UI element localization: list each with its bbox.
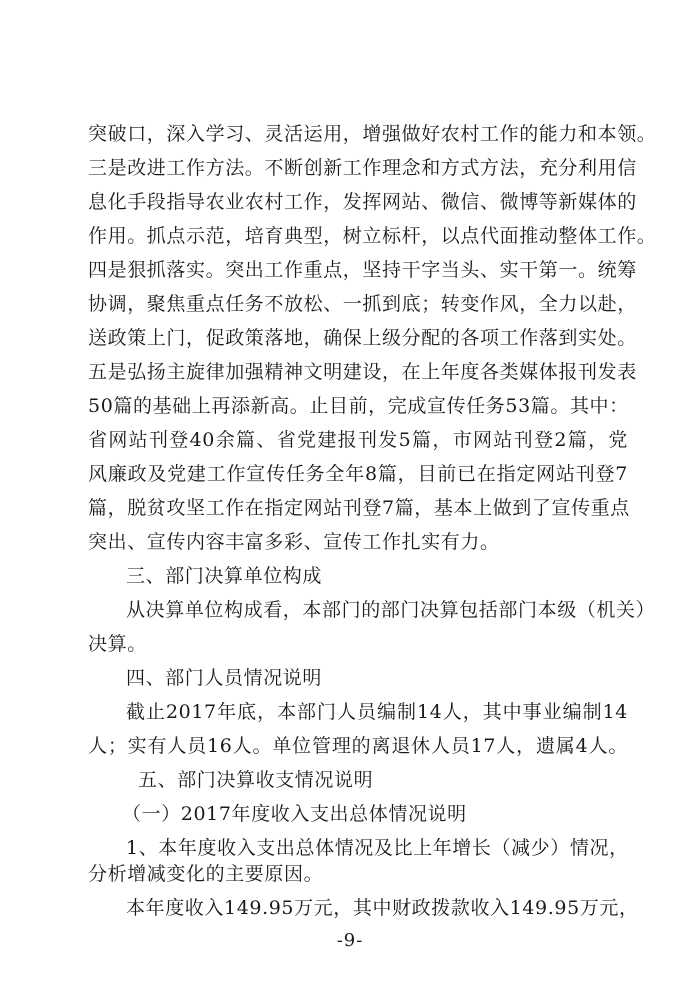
body-text-line: 作用。抓点示范，培育典型，树立标杆，以点代面推动整体工作。 <box>88 225 657 247</box>
body-text-line: 人；实有人员16人。单位管理的离退休人员17人，遗属4人。 <box>88 735 628 757</box>
body-text-line: 决算。 <box>88 633 147 655</box>
body-text-line: 突破口，深入学习、灵活运用，增强做好农村工作的能力和本领。 <box>88 123 657 145</box>
body-text-line: 三是改进工作方法。不断创新工作理念和方式方法，充分利用信 <box>88 157 637 179</box>
section-heading: 三、部门决算单位构成 <box>126 565 323 587</box>
body-text-line: 50篇的基础上再添新高。止目前，完成宣传任务53篇。其中： <box>88 395 629 417</box>
body-text-line: 突出、宣传内容丰富多彩、宣传工作扎实有力。 <box>88 531 500 553</box>
body-text-line: 1、本年度收入支出总体情况及比上年增长（减少）情况， <box>126 837 629 859</box>
section-heading: 四、部门人员情况说明 <box>126 667 323 689</box>
body-text-line: 从决算单位构成看，本部门的部门决算包括部门本级（机关） <box>126 599 656 621</box>
section-heading: 五、部门决算收支情况说明 <box>138 769 374 791</box>
body-text-line: 截止2017年底，本部门人员编制14人，其中事业编制14 <box>126 701 628 723</box>
body-text-line: 送政策上门，促政策落地，确保上级分配的各项工作落到实处。 <box>88 327 637 349</box>
body-text-line: 五是弘扬主旋律加强精神文明建设，在上年度各类媒体报刊发表 <box>88 361 637 383</box>
body-text-line: 协调，聚焦重点任务不放松、一抓到底；转变作风，全力以赴， <box>88 293 637 315</box>
subsection-heading: （一）2017年度收入支出总体情况说明 <box>122 803 467 825</box>
body-text-line: 省网站刊登40余篇、省党建报刊发5篇，市网站刊登2篇，党 <box>88 429 628 451</box>
body-text-line: 本年度收入149.95万元，其中财政拨款收入149.95万元， <box>126 897 639 919</box>
body-text-line: 分析增减变化的主要原因。 <box>88 863 324 885</box>
body-text-line: 四是狠抓落实。突出工作重点，坚持干字当头、实干第一。统筹 <box>88 259 637 281</box>
body-text-line: 息化手段指导农业农村工作，发挥网站、微信、微博等新媒体的 <box>88 191 637 213</box>
body-text-line: 篇，脱贫攻坚工作在指定网站刊登7篇，基本上做到了宣传重点 <box>88 497 630 519</box>
page-number: -9- <box>336 930 364 951</box>
body-text-line: 风廉政及党建工作宣传任务全年8篇，目前已在指定网站刊登7 <box>88 463 628 485</box>
